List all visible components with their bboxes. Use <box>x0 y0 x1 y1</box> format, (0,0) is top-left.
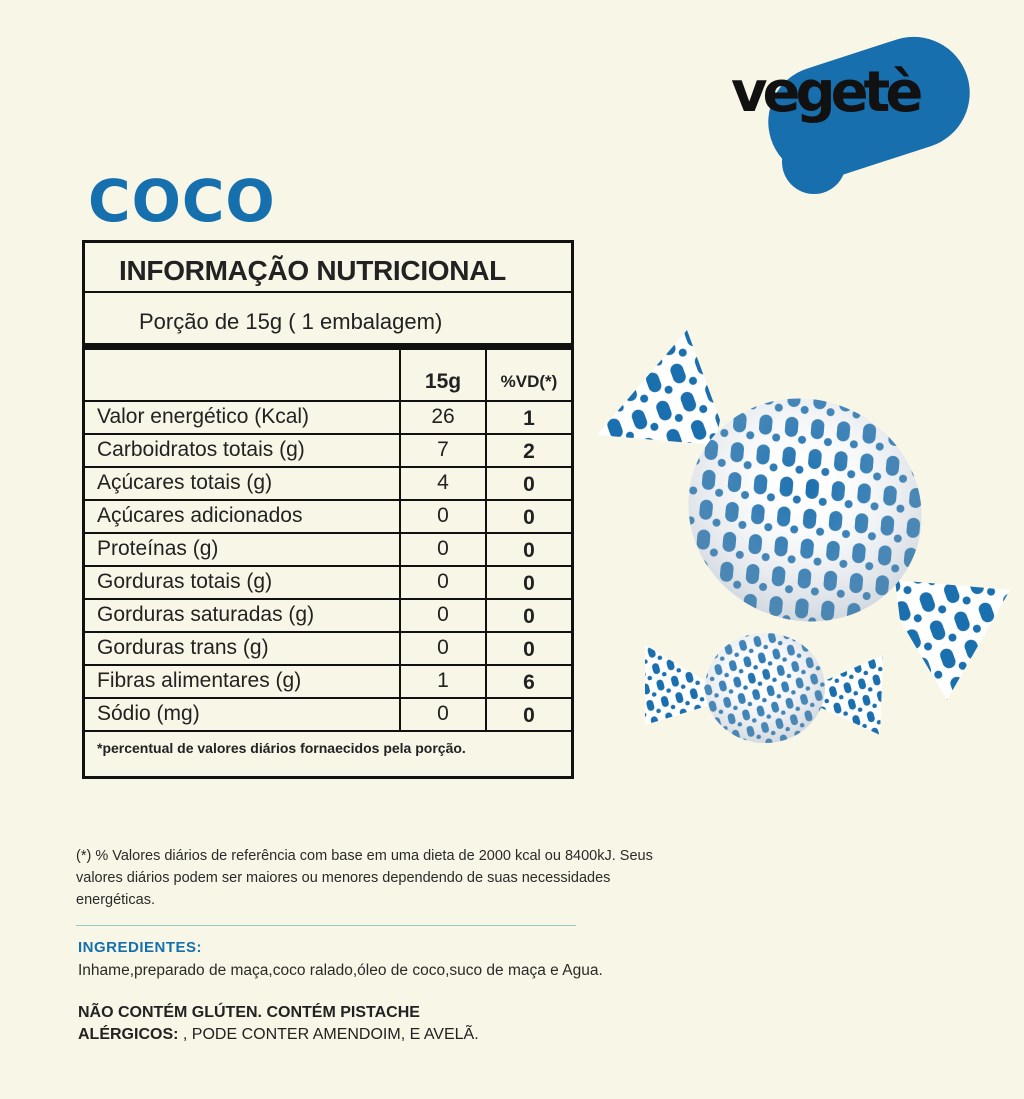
brand-logo <box>725 45 975 200</box>
small-candy-right-twist <box>815 655 883 735</box>
ingredients-text: Inhame,preparado de maça,coco ralado,óleo de coco,suco de maça e Agua. <box>78 962 603 979</box>
nutrient-amount: 26 <box>401 402 487 433</box>
nutrition-header-row <box>85 350 571 402</box>
nutrient-amount: 0 <box>401 501 487 532</box>
nutrient-vd: 0 <box>523 506 535 529</box>
allergens-line <box>78 1026 479 1044</box>
allergens-text: , PODE CONTER AMENDOIM, E AVELÃ. <box>178 1026 479 1043</box>
table-row <box>85 633 571 666</box>
table-row <box>85 567 571 600</box>
table-row <box>85 666 571 699</box>
gluten-statement: NÃO CONTÉM GLÚTEN. CONTÉM PISTACHE <box>78 1004 420 1021</box>
nutrient-amount: 0 <box>401 600 487 631</box>
candy-right-twist <box>895 580 1010 700</box>
nutrient-vd: 0 <box>523 473 535 496</box>
nutrient-vd: 0 <box>523 605 535 628</box>
daily-values-note: (*) % Valores diários de referência com base em uma dieta de 2000 kcal ou 8400kJ. Seus valores diários podem ser maiores ou menores dependendo de suas necessidades energéticas. <box>76 848 653 908</box>
ingredients-title: INGREDIENTES: <box>78 939 203 956</box>
nutrient-amount: 0 <box>401 699 487 730</box>
nutrient-label: Proteínas (g) <box>85 534 401 565</box>
header-amount: 15g <box>401 350 487 400</box>
small-candy-illustration <box>640 630 890 750</box>
nutrient-label: Carboidratos totais (g) <box>85 435 401 466</box>
nutrient-label: Gorduras totais (g) <box>85 567 401 598</box>
nutrient-amount: 4 <box>401 468 487 499</box>
nutrition-grid <box>85 350 571 732</box>
nutrient-label: Sódio (mg) <box>85 699 401 730</box>
table-row <box>85 402 571 435</box>
small-candy-left-twist <box>645 645 712 725</box>
header-vd: %VD(*) <box>500 372 558 391</box>
table-row <box>85 501 571 534</box>
small-candy-body <box>705 633 825 743</box>
nutrient-amount: 0 <box>401 534 487 565</box>
nutrient-label: Valor energético (Kcal) <box>85 402 401 433</box>
nutrient-vd: 0 <box>523 638 535 661</box>
nutrient-vd: 2 <box>523 440 535 463</box>
nutrient-label: Açúcares totais (g) <box>85 468 401 499</box>
nutrient-amount: 0 <box>401 633 487 664</box>
nutrient-vd: 0 <box>523 704 535 727</box>
nutrient-label: Gorduras saturadas (g) <box>85 600 401 631</box>
product-title: COCO <box>88 167 276 235</box>
logo-wordmark: vegetè <box>731 60 919 125</box>
nutrition-footnote: *percentual de valores diários fornaecidos pela porção. <box>97 740 466 756</box>
table-row <box>85 534 571 567</box>
nutrient-vd: 1 <box>523 407 535 430</box>
nutrient-label: Fibras alimentares (g) <box>85 666 401 697</box>
nutrition-heading: INFORMAÇÃO NUTRICIONAL <box>85 243 571 293</box>
table-row <box>85 600 571 633</box>
nutrient-label: Gorduras trans (g) <box>85 633 401 664</box>
divider <box>76 925 576 926</box>
logo-dot <box>782 130 846 194</box>
table-row <box>85 435 571 468</box>
header-blank-cell <box>85 350 401 400</box>
nutrient-label: Açúcares adicionados <box>85 501 401 532</box>
table-row <box>85 699 571 732</box>
portion-size: Porção de 15g ( 1 embalagem) <box>85 293 571 350</box>
table-row <box>85 468 571 501</box>
candy-left-twist <box>597 330 720 445</box>
nutrient-amount: 1 <box>401 666 487 697</box>
nutrition-table <box>82 240 574 779</box>
nutrient-vd: 0 <box>523 572 535 595</box>
nutrient-amount: 0 <box>401 567 487 598</box>
nutrient-amount: 7 <box>401 435 487 466</box>
nutrient-vd: 6 <box>523 671 535 694</box>
allergens-label: ALÉRGICOS: <box>78 1026 179 1043</box>
nutrient-vd: 0 <box>523 539 535 562</box>
